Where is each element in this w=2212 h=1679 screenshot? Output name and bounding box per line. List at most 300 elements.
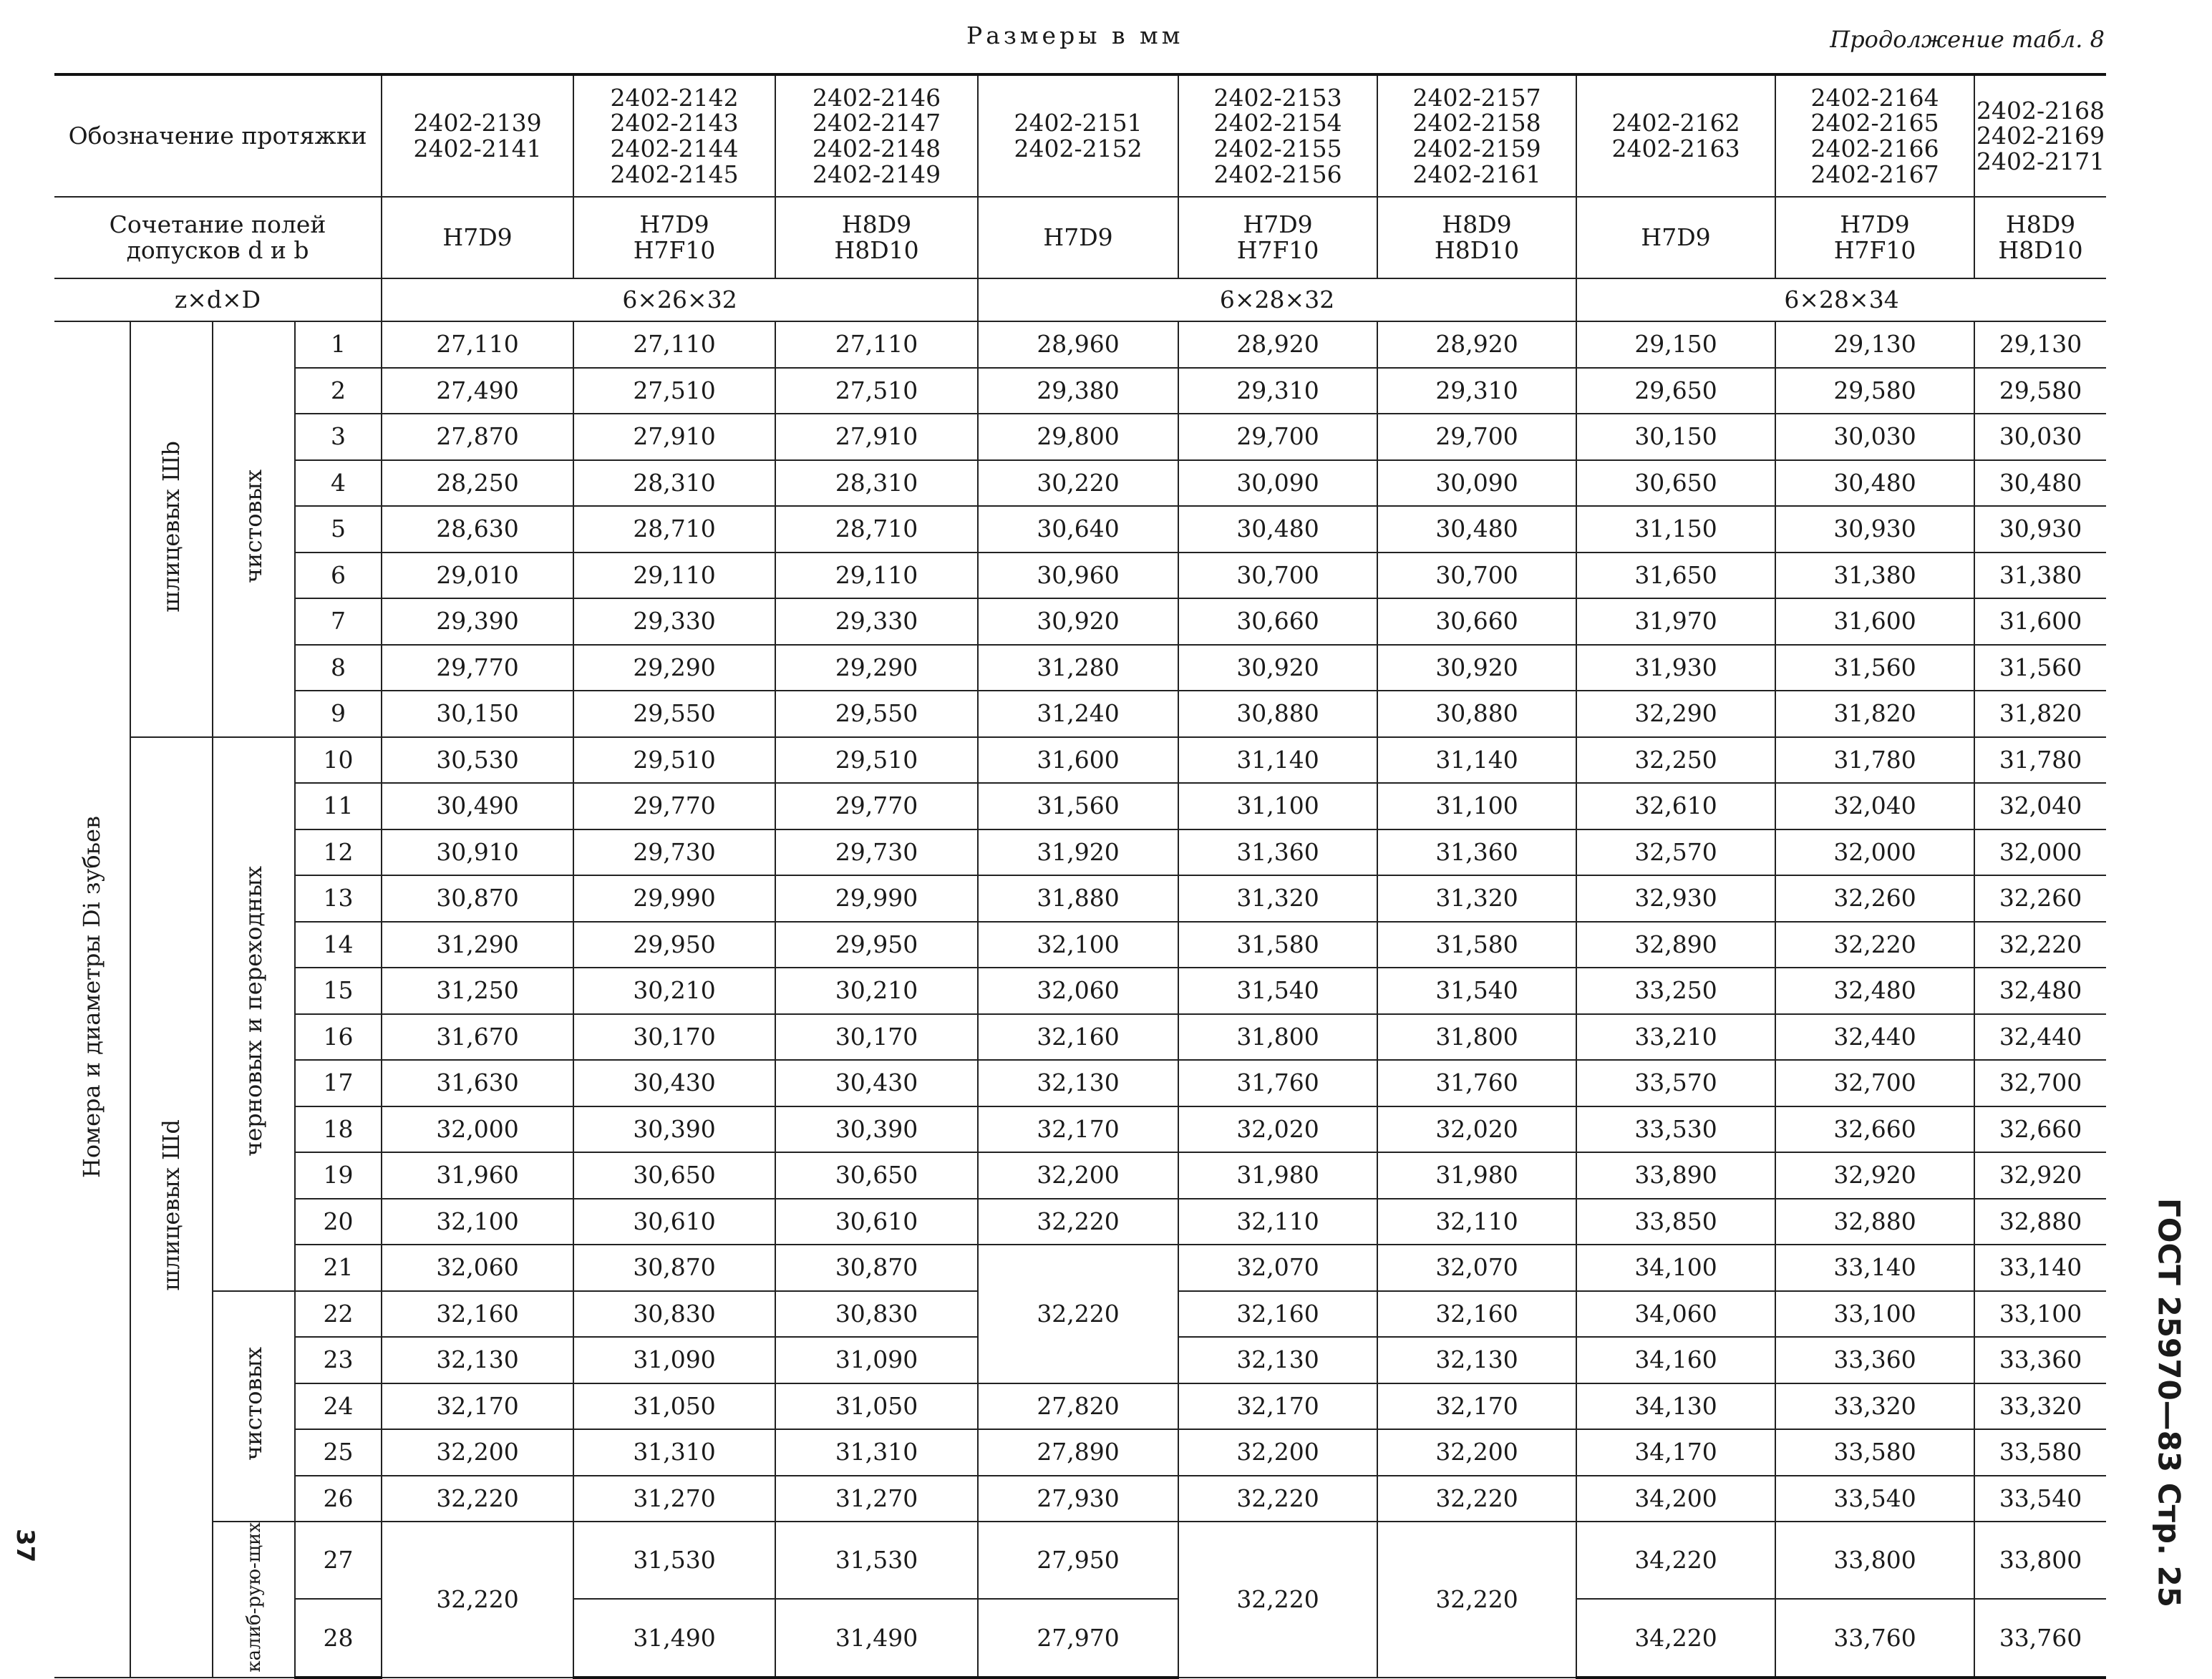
value-cell: 27,490: [382, 368, 573, 414]
value-cell: 31,360: [1178, 829, 1377, 876]
splined-d-label: [130, 737, 213, 1678]
finishing-label: [213, 321, 295, 737]
finishing-label-2: [213, 1291, 295, 1522]
value-cell: 31,360: [1377, 829, 1576, 876]
cell-line: 2402-2162: [1611, 109, 1740, 137]
value-cell: 31,560: [978, 783, 1178, 829]
value-cell: 31,580: [1178, 922, 1377, 968]
value-cell: 31,560: [1775, 645, 1974, 691]
cell-line: 2402-2163: [1611, 135, 1740, 162]
value-cell: 30,960: [978, 553, 1178, 599]
cell-line: H7F10: [1236, 236, 1319, 264]
value-cell: 32,930: [1576, 875, 1775, 922]
value-cell: 33,540: [1974, 1476, 2106, 1522]
tooth-number: 27: [295, 1522, 382, 1599]
value-cell: 28,630: [382, 506, 573, 553]
value-cell: 32,000: [1974, 829, 2106, 876]
value-cell: 32,060: [978, 968, 1178, 1014]
tooth-number: 7: [295, 598, 382, 645]
value-cell: 28,710: [573, 506, 775, 553]
cell-line: 2402-2142: [610, 83, 739, 112]
tooth-number: 22: [295, 1291, 382, 1338]
value-cell: 29,700: [1377, 414, 1576, 460]
value-cell: 30,170: [775, 1014, 978, 1061]
value-cell: 27,820: [978, 1383, 1178, 1430]
value-cell: 30,210: [573, 968, 775, 1014]
value-cell: 31,100: [1377, 783, 1576, 829]
cell-line: 2402-2152: [1014, 135, 1143, 162]
value-cell: 29,650: [1576, 368, 1775, 414]
cell-line: H7F10: [1833, 236, 1916, 264]
value-cell: 30,090: [1377, 460, 1576, 507]
value-cell: 34,220: [1576, 1599, 1775, 1678]
value-cell: 32,020: [1377, 1106, 1576, 1153]
value-cell: 30,870: [382, 875, 573, 922]
value-cell: 32,100: [978, 922, 1178, 968]
cell-line: 2402-2147: [812, 109, 941, 137]
vertical-label-text: чистовых: [240, 1346, 268, 1461]
cell-line: 2402-2166: [1810, 135, 1939, 162]
value-cell: 31,670: [382, 1014, 573, 1061]
value-cell: 32,130: [382, 1337, 573, 1383]
value-cell: 30,150: [382, 691, 573, 737]
value-cell: 34,100: [1576, 1245, 1775, 1291]
splined-b-label: [130, 321, 213, 737]
cell-line: H7D9: [639, 210, 709, 239]
value-cell: 30,700: [1377, 553, 1576, 599]
value-cell: 33,140: [1974, 1245, 2106, 1291]
value-cell: 32,570: [1576, 829, 1775, 876]
value-cell: 29,770: [382, 645, 573, 691]
value-cell: 29,130: [1974, 321, 2106, 368]
value-cell: 31,780: [1775, 737, 1974, 784]
tooth-number: 5: [295, 506, 382, 553]
value-cell: 32,920: [1974, 1152, 2106, 1199]
value-cell: 30,880: [1377, 691, 1576, 737]
value-cell: 31,280: [978, 645, 1178, 691]
value-cell: 33,320: [1974, 1383, 2106, 1430]
value-cell: 32,440: [1775, 1014, 1974, 1061]
value-cell: 30,090: [1178, 460, 1377, 507]
value-cell: 32,880: [1775, 1199, 1974, 1245]
zdD-label: z×d×D: [54, 278, 382, 321]
value-cell: 29,130: [1775, 321, 1974, 368]
value-cell: 33,800: [1775, 1522, 1974, 1599]
tooth-number: 20: [295, 1199, 382, 1245]
value-cell: 32,220: [382, 1522, 573, 1678]
value-cell: 28,960: [978, 321, 1178, 368]
value-cell: 29,950: [573, 922, 775, 968]
cell-line: 2402-2139: [413, 109, 542, 137]
value-cell: 32,220: [978, 1199, 1178, 1245]
value-cell: 27,910: [573, 414, 775, 460]
designation-label: Обозначение протяжки: [54, 74, 382, 197]
standard-side-label: ГОСТ 25970—83 Стр. 25: [2151, 1198, 2187, 1608]
continuation-caption: Продолжение табл. 8: [1830, 26, 2105, 53]
cell-line: H8D10: [1998, 236, 2083, 264]
value-cell: 29,730: [775, 829, 978, 876]
value-cell: 30,640: [978, 506, 1178, 553]
value-cell: 32,070: [1178, 1245, 1377, 1291]
value-cell: 33,360: [1775, 1337, 1974, 1383]
value-cell: 34,220: [1576, 1522, 1775, 1599]
value-cell: 29,800: [978, 414, 1178, 460]
size-group: 6×26×32: [382, 278, 978, 321]
cell-line: 2402-2151: [1014, 109, 1143, 137]
value-cell: 33,360: [1974, 1337, 2106, 1383]
value-cell: 29,550: [573, 691, 775, 737]
value-cell: 30,480: [1974, 460, 2106, 507]
value-cell: 31,540: [1178, 968, 1377, 1014]
value-cell: 29,390: [382, 598, 573, 645]
value-cell: 33,760: [1974, 1599, 2106, 1678]
value-cell: 30,880: [1178, 691, 1377, 737]
value-cell: 32,200: [1377, 1429, 1576, 1476]
value-cell: 31,760: [1178, 1060, 1377, 1106]
value-cell: 30,650: [775, 1152, 978, 1199]
cell-line: 2402-2168: [1976, 96, 2105, 125]
cell-line: 2402-2156: [1213, 160, 1342, 188]
value-cell: 32,200: [382, 1429, 573, 1476]
value-cell: 33,530: [1576, 1106, 1775, 1153]
value-cell: 29,330: [573, 598, 775, 645]
value-cell: 31,800: [1178, 1014, 1377, 1061]
value-cell: 30,660: [1178, 598, 1377, 645]
value-cell: 34,130: [1576, 1383, 1775, 1430]
value-cell: 31,920: [978, 829, 1178, 876]
value-cell: 28,920: [1377, 321, 1576, 368]
value-cell: 32,160: [1178, 1291, 1377, 1338]
tooth-number: 25: [295, 1429, 382, 1476]
value-cell: 29,310: [1377, 368, 1576, 414]
value-cell: 30,650: [573, 1152, 775, 1199]
value-cell: 29,950: [775, 922, 978, 968]
value-cell: 27,510: [775, 368, 978, 414]
cell-line: H8D10: [834, 236, 919, 264]
value-cell: 31,960: [382, 1152, 573, 1199]
value-cell: 31,050: [775, 1383, 978, 1430]
value-cell: 32,220: [1178, 1522, 1377, 1678]
value-cell: 30,390: [775, 1106, 978, 1153]
tooth-number: 3: [295, 414, 382, 460]
value-cell: 30,830: [775, 1291, 978, 1338]
tooth-number: 18: [295, 1106, 382, 1153]
value-cell: 31,530: [573, 1522, 775, 1599]
tooth-number: 19: [295, 1152, 382, 1199]
value-cell: 29,310: [1178, 368, 1377, 414]
value-cell: 33,580: [1974, 1429, 2106, 1476]
value-cell: 32,260: [1775, 875, 1974, 922]
value-cell: 31,530: [775, 1522, 978, 1599]
page-header: [0, 21, 2212, 57]
designation-cell: [1377, 74, 1576, 197]
cell-line: H8D9: [2005, 210, 2076, 239]
tooth-number: 17: [295, 1060, 382, 1106]
vertical-label-text: шлицевых Шb: [157, 441, 185, 613]
size-group: 6×28×32: [978, 278, 1576, 321]
value-cell: 34,160: [1576, 1337, 1775, 1383]
tooth-number: 1: [295, 321, 382, 368]
value-cell: 30,390: [573, 1106, 775, 1153]
value-cell: 32,070: [1377, 1245, 1576, 1291]
tolerance-cell: [978, 197, 1178, 278]
value-cell: 32,220: [1377, 1522, 1576, 1678]
value-cell: 30,490: [382, 783, 573, 829]
value-cell: 27,950: [978, 1522, 1178, 1599]
value-cell: 33,580: [1775, 1429, 1974, 1476]
value-cell: 33,100: [1775, 1291, 1974, 1338]
value-cell: 30,530: [382, 737, 573, 784]
value-cell: 30,910: [382, 829, 573, 876]
value-cell: 32,040: [1974, 783, 2106, 829]
value-cell: 32,220: [978, 1245, 1178, 1383]
value-cell: 34,200: [1576, 1476, 1775, 1522]
cell-line: 2402-2169: [1976, 122, 2105, 150]
value-cell: 32,250: [1576, 737, 1775, 784]
tooth-number: 12: [295, 829, 382, 876]
value-cell: 29,290: [775, 645, 978, 691]
value-cell: 34,170: [1576, 1429, 1775, 1476]
cell-line: 2402-2145: [610, 160, 739, 188]
designation-cell: [573, 74, 775, 197]
cell-line: 2402-2146: [812, 83, 941, 112]
value-cell: 32,130: [1178, 1337, 1377, 1383]
value-cell: 31,150: [1576, 506, 1775, 553]
value-cell: 30,870: [775, 1245, 978, 1291]
value-cell: 33,570: [1576, 1060, 1775, 1106]
tolerance-cell: [1178, 197, 1377, 278]
value-cell: 31,320: [1377, 875, 1576, 922]
value-cell: 27,110: [573, 321, 775, 368]
value-cell: 29,580: [1775, 368, 1974, 414]
value-cell: 31,290: [382, 922, 573, 968]
cell-line: 2402-2161: [1412, 160, 1541, 188]
value-cell: 32,130: [1377, 1337, 1576, 1383]
value-cell: 32,170: [978, 1106, 1178, 1153]
value-cell: 31,820: [1775, 691, 1974, 737]
value-cell: 30,920: [1178, 645, 1377, 691]
value-cell: 30,920: [978, 598, 1178, 645]
value-cell: 31,140: [1377, 737, 1576, 784]
value-cell: 31,240: [978, 691, 1178, 737]
value-cell: 30,170: [573, 1014, 775, 1061]
value-cell: 28,710: [775, 506, 978, 553]
value-cell: 31,780: [1974, 737, 2106, 784]
value-cell: 30,220: [978, 460, 1178, 507]
value-cell: 31,380: [1974, 553, 2106, 599]
value-cell: 32,100: [382, 1199, 573, 1245]
value-cell: 31,310: [573, 1429, 775, 1476]
value-cell: 32,170: [1178, 1383, 1377, 1430]
value-cell: 31,930: [1576, 645, 1775, 691]
value-cell: 31,380: [1775, 553, 1974, 599]
page-number: 37: [11, 1529, 39, 1563]
value-cell: 29,580: [1974, 368, 2106, 414]
cell-line: 2402-2159: [1412, 135, 1541, 162]
size-group: 6×28×34: [1576, 278, 2106, 321]
cell-line: 2402-2144: [610, 135, 739, 162]
cell-line: 2402-2158: [1412, 109, 1541, 137]
value-cell: 32,130: [978, 1060, 1178, 1106]
tooth-number: 8: [295, 645, 382, 691]
value-cell: 31,270: [775, 1476, 978, 1522]
cell-line: H7F10: [633, 236, 716, 264]
value-cell: 31,600: [1974, 598, 2106, 645]
value-cell: 30,030: [1974, 414, 2106, 460]
designation-cell: [1974, 74, 2106, 197]
value-cell: 31,880: [978, 875, 1178, 922]
value-cell: 31,050: [573, 1383, 775, 1430]
value-cell: 29,730: [573, 829, 775, 876]
value-cell: 32,110: [1377, 1199, 1576, 1245]
value-cell: 32,880: [1974, 1199, 2106, 1245]
cell-line: H7D9: [442, 223, 513, 252]
value-cell: 33,210: [1576, 1014, 1775, 1061]
cell-line: 2402-2167: [1810, 160, 1939, 188]
value-cell: 32,660: [1974, 1106, 2106, 1153]
value-cell: 29,330: [775, 598, 978, 645]
designation-cell: [978, 74, 1178, 197]
tolerance-cell: [1576, 197, 1775, 278]
designation-cell: [1576, 74, 1775, 197]
value-cell: 29,770: [775, 783, 978, 829]
cell-line: 2402-2143: [610, 109, 739, 137]
value-cell: 29,510: [573, 737, 775, 784]
value-cell: 32,110: [1178, 1199, 1377, 1245]
cell-line: 2402-2148: [812, 135, 941, 162]
value-cell: 31,650: [1576, 553, 1775, 599]
value-cell: 32,480: [1775, 968, 1974, 1014]
value-cell: 32,290: [1576, 691, 1775, 737]
cell-line: 2402-2157: [1412, 83, 1541, 112]
value-cell: 27,110: [775, 321, 978, 368]
value-cell: 27,110: [382, 321, 573, 368]
value-cell: 29,770: [573, 783, 775, 829]
cell-line: 2402-2164: [1810, 83, 1939, 112]
value-cell: 30,030: [1775, 414, 1974, 460]
value-cell: 34,060: [1576, 1291, 1775, 1338]
value-cell: 31,090: [573, 1337, 775, 1383]
value-cell: 31,630: [382, 1060, 573, 1106]
tooth-number: 21: [295, 1245, 382, 1291]
value-cell: 31,820: [1974, 691, 2106, 737]
value-cell: 30,830: [573, 1291, 775, 1338]
value-cell: 30,610: [573, 1199, 775, 1245]
cell-line: H7D9: [1840, 210, 1910, 239]
value-cell: 31,140: [1178, 737, 1377, 784]
value-cell: 29,290: [573, 645, 775, 691]
value-cell: 29,150: [1576, 321, 1775, 368]
value-cell: 32,220: [382, 1476, 573, 1522]
value-cell: 27,910: [775, 414, 978, 460]
value-cell: 31,980: [1377, 1152, 1576, 1199]
value-cell: 32,040: [1775, 783, 1974, 829]
designation-cell: [1178, 74, 1377, 197]
designation-cell: [1775, 74, 1974, 197]
cell-line: 2402-2153: [1213, 83, 1342, 112]
cell-line: 2402-2149: [812, 160, 941, 188]
value-cell: 31,490: [775, 1599, 978, 1678]
value-cell: 30,930: [1775, 506, 1974, 553]
value-cell: 32,260: [1974, 875, 2106, 922]
tooth-number: 4: [295, 460, 382, 507]
tooth-number: 10: [295, 737, 382, 784]
value-cell: 27,930: [978, 1476, 1178, 1522]
value-cell: 31,760: [1377, 1060, 1576, 1106]
tolerance-cell: [1377, 197, 1576, 278]
value-cell: 32,000: [1775, 829, 1974, 876]
value-cell: 29,550: [775, 691, 978, 737]
value-cell: 30,870: [573, 1245, 775, 1291]
value-cell: 30,430: [775, 1060, 978, 1106]
value-cell: 33,540: [1775, 1476, 1974, 1522]
tolerance-cell: [1974, 197, 2106, 278]
value-cell: 30,480: [1377, 506, 1576, 553]
cell-line: H7D9: [1641, 223, 1711, 252]
rough-label: [213, 737, 295, 1291]
tooth-number: 16: [295, 1014, 382, 1061]
value-cell: 31,490: [573, 1599, 775, 1678]
vertical-label-text: черновых и переходных: [240, 866, 268, 1157]
value-cell: 33,320: [1775, 1383, 1974, 1430]
value-cell: 29,990: [573, 875, 775, 922]
value-cell: 30,430: [573, 1060, 775, 1106]
value-cell: 33,800: [1974, 1522, 2106, 1599]
value-cell: 30,480: [1178, 506, 1377, 553]
tooth-number: 14: [295, 922, 382, 968]
value-cell: 31,560: [1974, 645, 2106, 691]
value-cell: 28,920: [1178, 321, 1377, 368]
value-cell: 27,510: [573, 368, 775, 414]
value-cell: 31,600: [978, 737, 1178, 784]
tooth-number: 6: [295, 553, 382, 599]
value-cell: 33,890: [1576, 1152, 1775, 1199]
value-cell: 32,220: [1178, 1476, 1377, 1522]
vertical-label-text: Номера и диаметры Di зубьев: [78, 816, 106, 1179]
units-caption: Размеры в мм: [966, 21, 1184, 49]
value-cell: 27,870: [382, 414, 573, 460]
value-cell: 27,890: [978, 1429, 1178, 1476]
value-cell: 29,510: [775, 737, 978, 784]
value-cell: 33,250: [1576, 968, 1775, 1014]
value-cell: 32,610: [1576, 783, 1775, 829]
outer-row-label: [54, 321, 130, 1678]
tooth-number: 9: [295, 691, 382, 737]
vertical-label-text: калиб-рую-щих: [243, 1522, 265, 1673]
cell-line: H7D9: [1243, 210, 1313, 239]
tolerance-cell: [573, 197, 775, 278]
cell-line: 2402-2171: [1976, 147, 2105, 175]
value-cell: 29,010: [382, 553, 573, 599]
value-cell: 31,100: [1178, 783, 1377, 829]
tolerance-cell: [382, 197, 573, 278]
value-cell: 27,970: [978, 1599, 1178, 1678]
value-cell: 28,310: [775, 460, 978, 507]
value-cell: 31,980: [1178, 1152, 1377, 1199]
value-cell: 30,650: [1576, 460, 1775, 507]
value-cell: 31,970: [1576, 598, 1775, 645]
value-cell: 28,250: [382, 460, 573, 507]
value-cell: 32,020: [1178, 1106, 1377, 1153]
value-cell: 31,090: [775, 1337, 978, 1383]
value-cell: 29,990: [775, 875, 978, 922]
value-cell: 30,930: [1974, 506, 2106, 553]
designation-cell: [382, 74, 573, 197]
value-cell: 32,160: [978, 1014, 1178, 1061]
value-cell: 32,200: [978, 1152, 1178, 1199]
cell-line: H8D10: [1434, 236, 1520, 264]
value-cell: 31,270: [573, 1476, 775, 1522]
